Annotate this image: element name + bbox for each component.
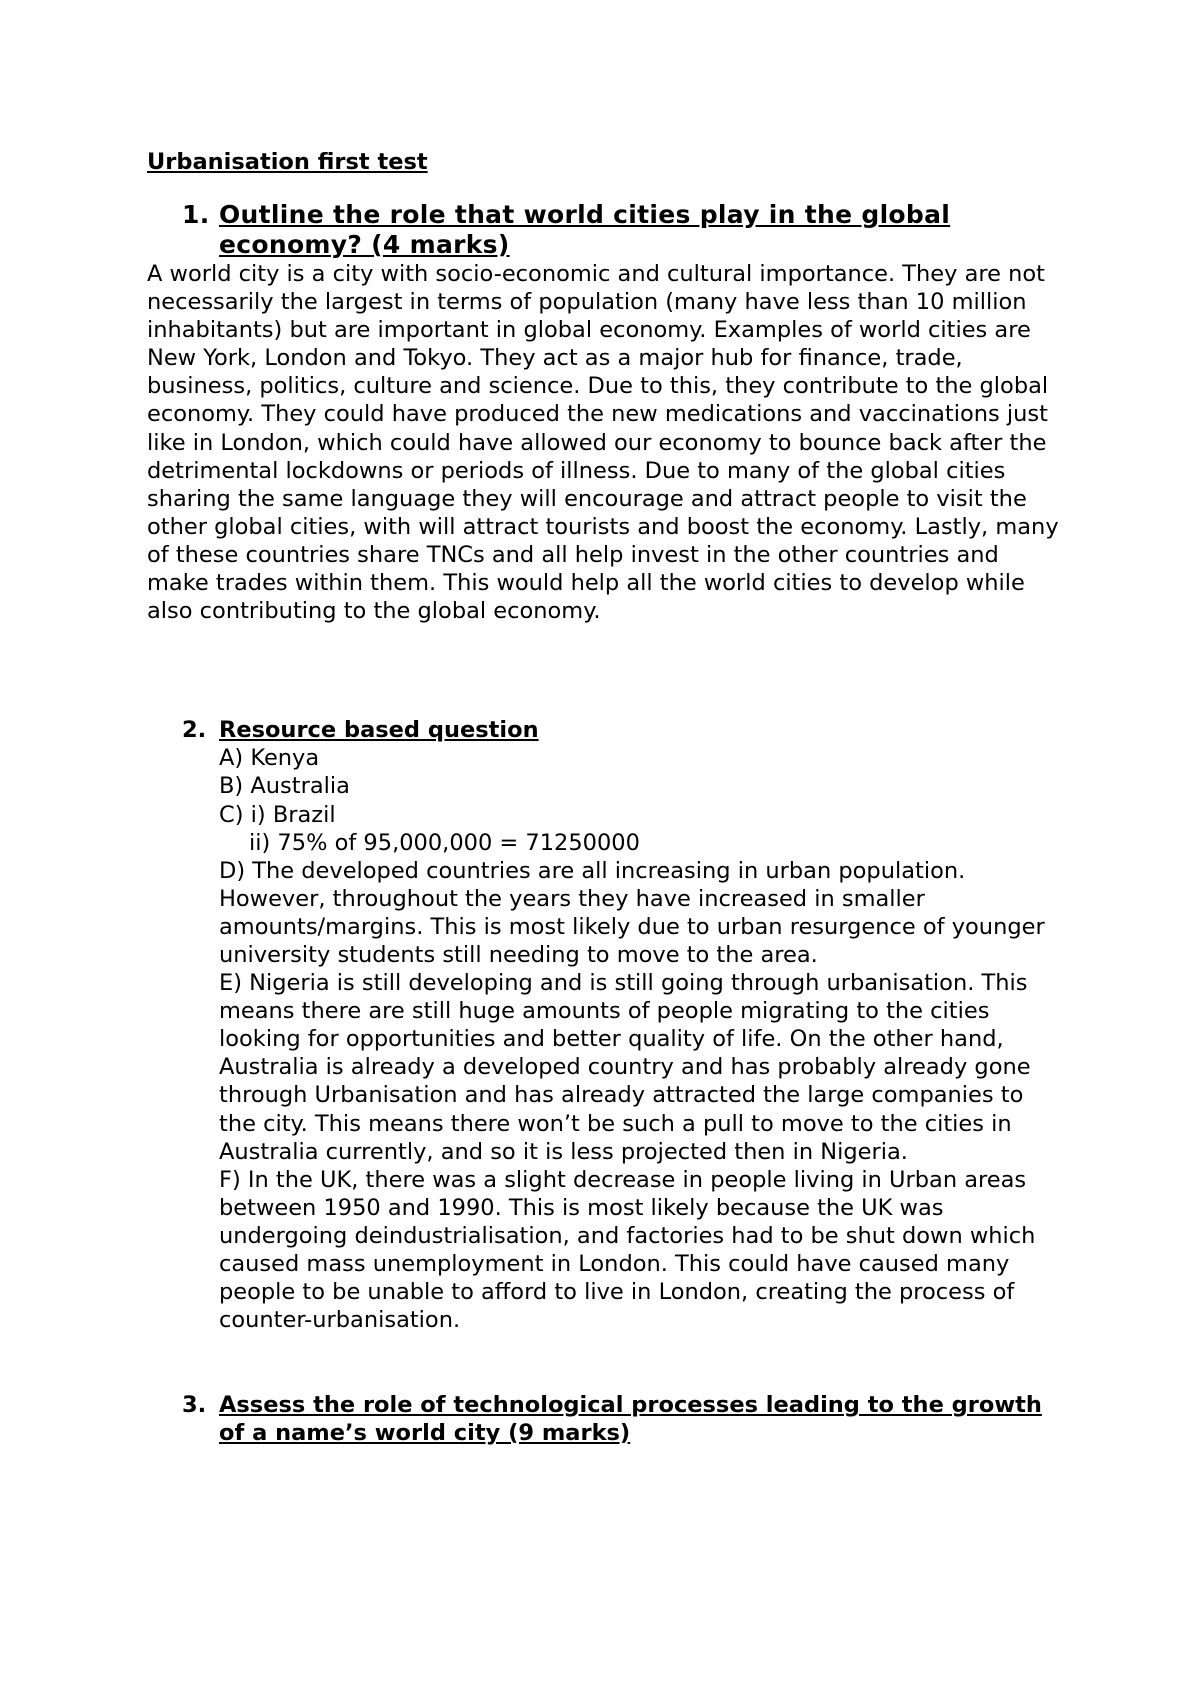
- question-2-heading: [147, 716, 1067, 744]
- answer-a: A) Kenya: [219, 745, 320, 772]
- question-1-text: Outline the role that world cities play in the global economy? (4 marks): [219, 200, 951, 259]
- answer-c-i: C) i) Brazil: [219, 801, 336, 828]
- answer-f: F) In the UK, there was a slight decrease in people living in Urban areas between 1950 and 1990. This is most likely because the UK was undergoing deindustrialisation, and factories had to be shut down which caused mass unemployment in London. This could have caused many people to be unable to afford to live in London, creating the process of counter-urbanisation.: [219, 1166, 1036, 1334]
- answer-e: E) Nigeria is still developing and is still going through urbanisation. This means there are still huge amounts of people migrating to the cities looking for opportunities and better quality of life. On the other hand, Australia is already a developed country and has probably already gone through Urbanisation and has already attracted the large companies to the city. This means there won’t be such a pull to move to the cities in Australia currently, and so it is less projected then in Nigeria.: [219, 970, 1031, 1165]
- question-3-number: 3.: [182, 1392, 207, 1419]
- spacer: [147, 625, 1067, 716]
- question-1-number: 1.: [182, 200, 210, 229]
- question-1-answer: A world city is a city with socio-economic and cultural importance. They are not necessarily the largest in terms of population (many have less than 10 million inhabitants) but are important in global economy. Examples of world cities are New York, London and Tokyo. They act as a major hub for finance, trade, business, politics, culture and science. Due to this, they contribute to the global economy. They could have produced the new medications and vaccinations just like in London, which could have allowed our economy to bounce back after the detrimental lockdowns or periods of illness. Due to many of the global cities sharing the same language they will encourage and attract people to visit the other global cities, with will attract tourists and boost the economy. Lastly, many of these countries share TNCs and all help invest in the other countries and make trades within them. This would help all the world cities to develop while also contributing to the global economy.: [147, 261, 1059, 625]
- question-2-number: 2.: [182, 717, 207, 744]
- question-1-heading: [147, 200, 1067, 260]
- answer-b: B) Australia: [219, 773, 350, 800]
- document-title: Urbanisation first test: [147, 149, 428, 175]
- document-body: [147, 146, 1067, 1447]
- question-3-text: Assess the role of technological processes leading to the growth of a name’s world city (9 marks): [219, 1392, 1042, 1447]
- question-3-heading: [147, 1391, 1067, 1447]
- answer-c-ii: ii) 75% of 95,000,000 = 71250000: [249, 829, 640, 856]
- question-2-answers: [219, 744, 1067, 1334]
- answer-d: D) The developed countries are all increasing in urban population. However, throughout the years they have increased in smaller amounts/margins. This is most likely due to urban resurgence of younger university students still needing to move to the area.: [219, 857, 1045, 968]
- spacer: [147, 1334, 1067, 1391]
- question-2-text: Resource based question: [219, 717, 539, 744]
